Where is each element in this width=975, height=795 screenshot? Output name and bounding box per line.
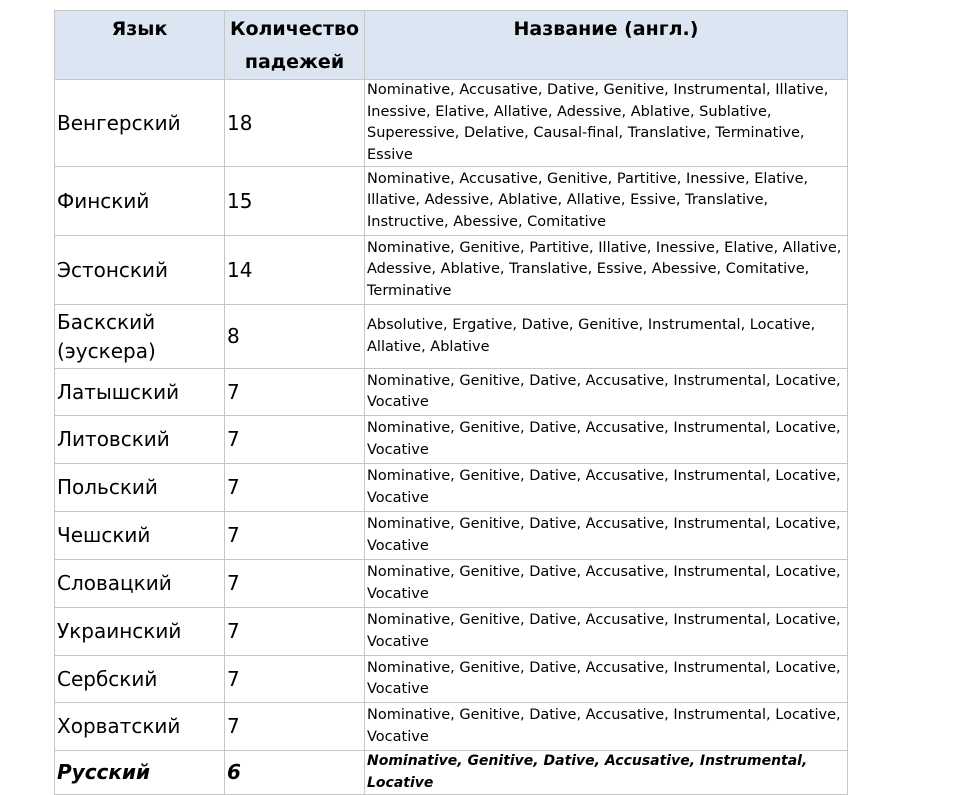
case-count-cell: 7 [225,560,365,608]
case-count-cell: 14 [225,236,365,305]
case-names-cell: Nominative, Genitive, Dative, Accusative, Instrumental, Locative, Vocative [365,416,848,464]
table-row [55,369,848,416]
header-count: Количество падежей [225,11,365,80]
case-count-cell: 8 [225,305,365,369]
case-count-cell: 7 [225,608,365,656]
case-names-cell: Nominative, Accusative, Genitive, Partitive, Inessive, Elative, Illative, Adessive, Ablative, Allative, Essive, Translative, Instructive, Abessive, Comitative [365,167,848,236]
table-row [55,512,848,560]
language-cell: Украинский [55,608,225,656]
case-count-cell: 7 [225,656,365,703]
cases-table [54,10,848,795]
language-cell: Польский [55,464,225,512]
case-count-cell: 15 [225,167,365,236]
language-cell: Латышский [55,369,225,416]
table-row [55,80,848,167]
language-cell: Чешский [55,512,225,560]
language-cell: Хорватский [55,703,225,751]
case-names-cell: Nominative, Genitive, Dative, Accusative, Instrumental, Locative, Vocative [365,369,848,416]
case-count-cell: 7 [225,416,365,464]
case-names-cell: Nominative, Genitive, Partitive, Illative, Inessive, Elative, Allative, Adessive, Ablative, Translative, Essive, Abessive, Comitative, Terminative [365,236,848,305]
language-cell: Эстонский [55,236,225,305]
language-cell: Литовский [55,416,225,464]
case-count-cell: 6 [225,751,365,795]
case-names-cell: Nominative, Genitive, Dative, Accusative, Instrumental, Locative [365,751,848,795]
table-row [55,305,848,369]
table-row [55,656,848,703]
table-row [55,703,848,751]
case-names-cell: Nominative, Genitive, Dative, Accusative, Instrumental, Locative, Vocative [365,512,848,560]
header-language: Язык [55,11,225,80]
header-row [55,11,848,80]
case-names-cell: Nominative, Genitive, Dative, Accusative, Instrumental, Locative, Vocative [365,656,848,703]
language-cell: Сербский [55,656,225,703]
table-row [55,416,848,464]
case-names-cell: Nominative, Genitive, Dative, Accusative, Instrumental, Locative, Vocative [365,608,848,656]
header-names: Название (англ.) [365,11,848,80]
language-cell: Финский [55,167,225,236]
table-row [55,167,848,236]
case-count-cell: 18 [225,80,365,167]
case-count-cell: 7 [225,464,365,512]
case-names-cell: Nominative, Accusative, Dative, Genitive, Instrumental, Illative, Inessive, Elative, Allative, Adessive, Ablative, Sublative, Superessive, Delative, Causal-final, Translative, Terminative, Essive [365,80,848,167]
case-count-cell: 7 [225,703,365,751]
language-cell: Русский [55,751,225,795]
table-row-highlighted [55,751,848,795]
case-count-cell: 7 [225,512,365,560]
table-row [55,608,848,656]
case-count-cell: 7 [225,369,365,416]
case-names-cell: Nominative, Genitive, Dative, Accusative, Instrumental, Locative, Vocative [365,464,848,512]
table-row [55,236,848,305]
case-names-cell: Nominative, Genitive, Dative, Accusative, Instrumental, Locative, Vocative [365,703,848,751]
language-cell: Баскский (эускера) [55,305,225,369]
language-cell: Словацкий [55,560,225,608]
case-names-cell: Absolutive, Ergative, Dative, Genitive, Instrumental, Locative, Allative, Ablative [365,305,848,369]
case-names-cell: Nominative, Genitive, Dative, Accusative, Instrumental, Locative, Vocative [365,560,848,608]
table-row [55,560,848,608]
language-cell: Венгерский [55,80,225,167]
table-row [55,464,848,512]
